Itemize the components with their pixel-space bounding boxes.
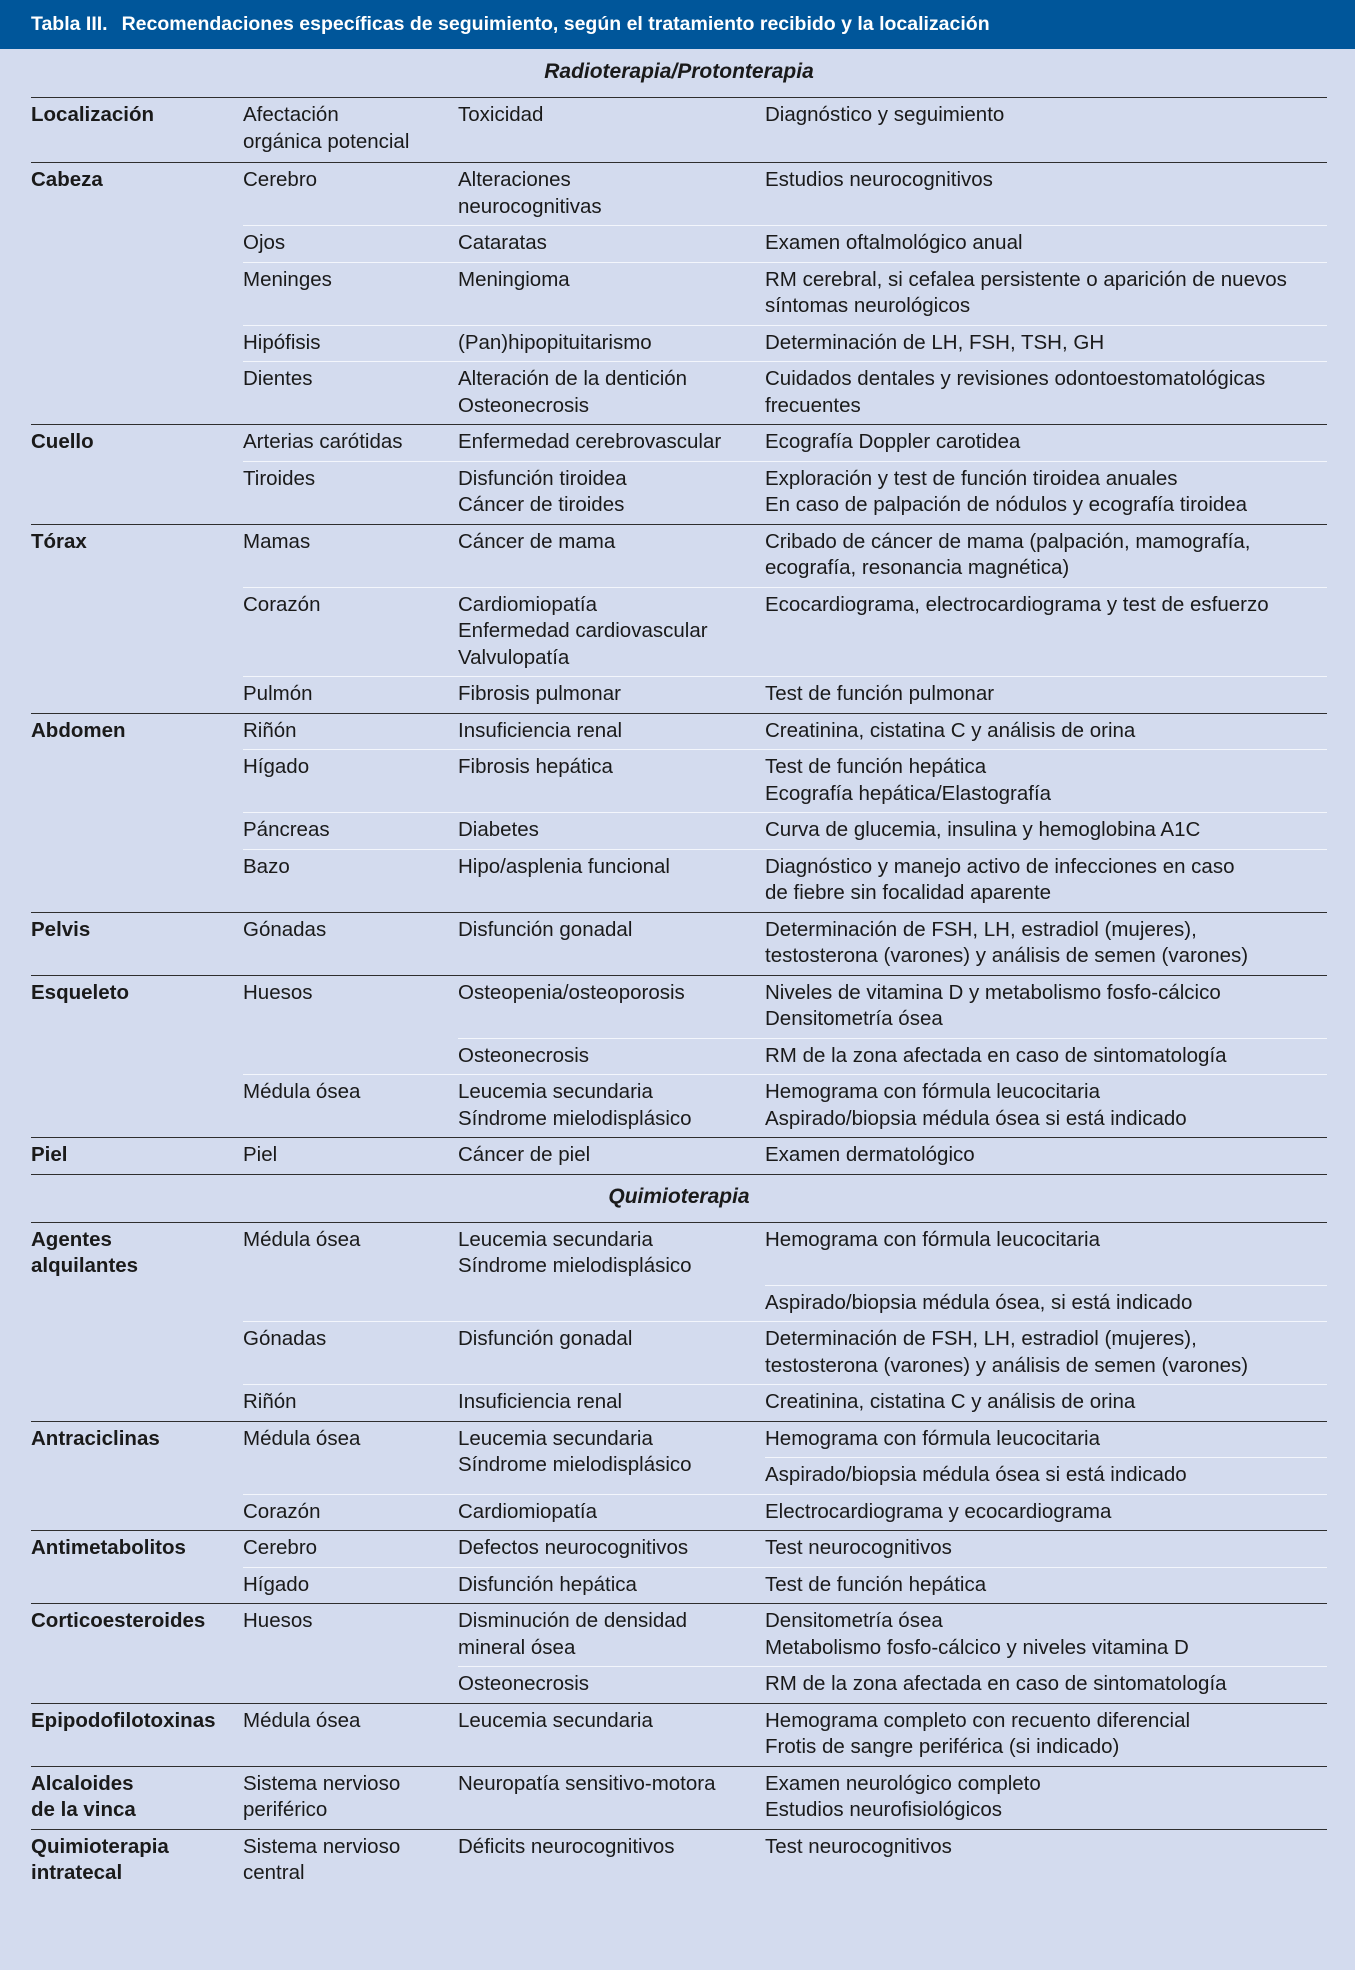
toxicity-cell: Diabetes (458, 818, 539, 841)
followup-cell: Niveles de vitamina D y metabolismo fosfo-cálcico Densitometría ósea (765, 980, 1221, 1030)
organ-cell: Tiroides (243, 466, 316, 490)
group-label: Cuello (31, 430, 94, 453)
followup-cell: Hemograma con fórmula leucocitaria (765, 1227, 1100, 1251)
group-label: Antraciclinas (31, 1426, 160, 1450)
organ-cell: Riñón (243, 718, 297, 742)
organ-cell: Páncreas (243, 818, 330, 841)
followup-cell: Ecografía Doppler carotidea (765, 430, 1021, 453)
toxicity-cell: Leucemia secundaria Síndrome mielodisplásico (458, 1227, 692, 1277)
row-divider (243, 225, 1327, 226)
organ-cell: Cerebro (243, 168, 318, 191)
group-label: Antimetabolitos (31, 1536, 186, 1559)
toxicity-cell: Defectos neurocognitivos (458, 1536, 689, 1559)
group-label: Esqueleto (31, 980, 129, 1004)
followup-cell: Test neurocognitivos (765, 1834, 952, 1858)
organ-cell: Gónadas (243, 917, 327, 941)
followup-cell: Examen dermatológico (765, 1143, 975, 1166)
toxicity-cell: Disfunción tiroidea Cáncer de tiroides (458, 466, 627, 516)
toxicity-cell: Osteonecrosis (458, 1672, 590, 1695)
row-divider (458, 1666, 1327, 1667)
organ-cell: Mamas (243, 529, 311, 553)
row-divider (243, 587, 1327, 588)
organ-cell: Bazo (243, 854, 290, 878)
group-label: Abdomen (31, 718, 126, 742)
toxicity-cell: Osteonecrosis (458, 1043, 590, 1067)
toxicity-cell: Cataratas (458, 231, 547, 254)
group-label: Quimioterapia intratecal (31, 1834, 169, 1884)
organ-cell: Riñón (243, 1390, 297, 1413)
followup-cell: Examen neurológico completo Estudios neurofisiológicos (765, 1771, 1041, 1821)
column-header-afectacion: Afectación orgánica potencial (243, 103, 410, 153)
followup-cell: Estudios neurocognitivos (765, 168, 993, 191)
followup-cell: Diagnóstico y manejo activo de infecciones en caso de fiebre sin focalidad aparente (765, 854, 1235, 904)
followup-cell: Hemograma con fórmula leucocitaria Aspirado/biopsia médula ósea si está indicado (765, 1080, 1187, 1130)
header-rule (31, 162, 1327, 163)
followup-cell: Examen oftalmológico anual (765, 231, 1023, 254)
organ-cell: Cerebro (243, 1536, 318, 1559)
group-label: Piel (31, 1143, 68, 1166)
followup-cell: Cribado de cáncer de mama (palpación, mamografía, ecografía, resonancia magnética) (765, 529, 1251, 579)
group-rule (31, 1603, 1327, 1604)
toxicity-cell: Cáncer de mama (458, 529, 616, 553)
group-rule (31, 1829, 1327, 1830)
group-label: Agentes alquilantes (31, 1227, 139, 1277)
followup-cell: Test de función pulmonar (765, 682, 995, 705)
group-rule (31, 1530, 1327, 1531)
group-rule (31, 524, 1327, 525)
toxicity-cell: Insuficiencia renal (458, 1390, 623, 1413)
row-divider (243, 1384, 1327, 1385)
row-divider (243, 361, 1327, 362)
toxicity-cell: Fibrosis pulmonar (458, 682, 621, 705)
followup-cell: Test de función hepática (765, 1572, 987, 1596)
organ-cell: Médula ósea (243, 1227, 361, 1251)
followup-cell: RM de la zona afectada en caso de sintomatología (765, 1043, 1227, 1067)
followup-cell: Determinación de FSH, LH, estradiol (mujeres), testosterona (varones) y análisis de semen (varones) (765, 917, 1249, 967)
group-label: Pelvis (31, 917, 91, 941)
group-rule (31, 912, 1327, 913)
toxicity-cell: Leucemia secundaria Síndrome mielodisplásico (458, 1080, 692, 1130)
toxicity-cell: Alteraciones neurocognitivas (458, 168, 602, 218)
row-divider (765, 1285, 1327, 1286)
toxicity-cell: Disfunción hepática (458, 1572, 637, 1596)
organ-cell: Huesos (243, 980, 313, 1004)
row-divider (243, 1074, 1327, 1075)
group-label: Tórax (31, 529, 87, 553)
toxicity-cell: Meningioma (458, 267, 570, 291)
organ-cell: Gónadas (243, 1327, 327, 1350)
followup-cell: Hemograma completo con recuento diferencial Frotis de sangre periférica (si indicado) (765, 1708, 1191, 1758)
toxicity-cell: Alteración de la dentición Osteonecrosis (458, 367, 688, 417)
organ-cell: Piel (243, 1143, 278, 1166)
toxicity-cell: Hipo/asplenia funcional (458, 854, 670, 878)
followup-cell: Ecocardiograma, electrocardiograma y test de esfuerzo (765, 592, 1269, 616)
toxicity-cell: Fibrosis hepática (458, 755, 613, 778)
followup-cell: Hemograma con fórmula leucocitaria (765, 1426, 1100, 1450)
followup-cell: Determinación de LH, FSH, TSH, GH (765, 330, 1105, 354)
toxicity-cell: Leucemia secundaria (458, 1708, 653, 1732)
followup-cell: Creatinina, cistatina C y análisis de orina (765, 718, 1136, 742)
group-rule (31, 1421, 1327, 1422)
row-divider (243, 1567, 1327, 1568)
toxicity-cell: Cardiomiopatía (458, 1499, 598, 1523)
group-label: Cabeza (31, 168, 103, 191)
toxicity-cell: (Pan)hipopituitarismo (458, 330, 652, 354)
organ-cell: Médula ósea (243, 1708, 361, 1732)
toxicity-cell: Insuficiencia renal (458, 718, 623, 742)
section-rule (31, 97, 1327, 98)
toxicity-cell: Leucemia secundaria Síndrome mielodisplásico (458, 1426, 692, 1476)
followup-cell: Electrocardiograma y ecocardiograma (765, 1499, 1112, 1523)
group-label: Alcaloides de la vinca (31, 1771, 136, 1821)
column-header-localizacion: Localización (31, 103, 155, 126)
followup-cell: Curva de glucemia, insulina y hemoglobina A1C (765, 818, 1201, 841)
followup-cell: Cuidados dentales y revisiones odontoestomatológicas frecuentes (765, 367, 1266, 417)
organ-cell: Dientes (243, 367, 313, 390)
organ-cell: Sistema nervioso periférico (243, 1771, 401, 1821)
followup-cell: Test neurocognitivos (765, 1536, 952, 1559)
group-rule (31, 713, 1327, 714)
group-rule (31, 424, 1327, 425)
section-title: Quimioterapia (608, 1184, 750, 1208)
organ-cell: Ojos (243, 231, 286, 254)
row-divider (243, 676, 1327, 677)
organ-cell: Médula ósea (243, 1426, 361, 1450)
table-title: Recomendaciones específicas de seguimiento, según el tratamiento recibido y la localización (121, 13, 990, 35)
toxicity-cell: Déficits neurocognitivos (458, 1834, 675, 1858)
toxicity-cell: Disminución de densidad mineral ósea (458, 1609, 688, 1659)
row-divider (243, 262, 1327, 263)
organ-cell: Hígado (243, 755, 310, 778)
organ-cell: Hígado (243, 1572, 310, 1596)
followup-cell: RM cerebral, si cefalea persistente o aparición de nuevos síntomas neurológicos (765, 267, 1287, 317)
organ-cell: Hipófisis (243, 330, 321, 354)
organ-cell: Sistema nervioso central (243, 1834, 401, 1884)
followup-cell: Determinación de FSH, LH, estradiol (mujeres), testosterona (varones) y análisis de semen (varones) (765, 1327, 1249, 1377)
group-label: Epipodofilotoxinas (31, 1708, 216, 1732)
row-divider (243, 812, 1327, 813)
organ-cell: Huesos (243, 1609, 313, 1632)
followup-cell: Creatinina, cistatina C y análisis de orina (765, 1390, 1136, 1413)
followup-cell: Test de función hepática Ecografía hepática/Elastografía (765, 755, 1052, 805)
followup-cell: RM de la zona afectada en caso de sintomatología (765, 1672, 1227, 1695)
followup-cell: Aspirado/biopsia médula ósea, si está indicado (765, 1290, 1193, 1314)
followup-cell: Exploración y test de función tiroidea anuales En caso de palpación de nódulos y ecografía tiroidea (765, 466, 1248, 516)
organ-cell: Pulmón (243, 682, 313, 705)
toxicity-cell: Neuropatía sensitivo-motora (458, 1771, 716, 1795)
group-rule (31, 1137, 1327, 1138)
organ-cell: Arterias carótidas (243, 430, 403, 453)
column-header-toxicidad: Toxicidad (458, 103, 544, 126)
followup-cell: Densitometría ósea Metabolismo fosfo-cálcico y niveles vitamina D (765, 1609, 1189, 1659)
row-divider (243, 325, 1327, 326)
organ-cell: Meninges (243, 267, 332, 291)
table-title-bar (0, 0, 1355, 49)
column-header-diagnostico: Diagnóstico y seguimiento (765, 103, 1005, 126)
row-divider (243, 1494, 1327, 1495)
row-divider (765, 1457, 1327, 1458)
section-title: Radioterapia/Protonterapia (544, 60, 814, 83)
section-rule (31, 1222, 1327, 1223)
group-rule (31, 1703, 1327, 1704)
table-number: Tabla III. (31, 13, 108, 35)
organ-cell: Corazón (243, 1499, 321, 1523)
toxicity-cell: Cardiomiopatía Enfermedad cardiovascular Valvulopatía (458, 592, 708, 669)
toxicity-cell: Enfermedad cerebrovascular (458, 430, 722, 453)
group-label: Corticoesteroides (31, 1609, 206, 1632)
group-rule (31, 975, 1327, 976)
toxicity-cell: Disfunción gonadal (458, 917, 633, 941)
group-rule (31, 1766, 1327, 1767)
toxicity-cell: Disfunción gonadal (458, 1327, 633, 1350)
toxicity-cell: Cáncer de piel (458, 1143, 591, 1166)
group-rule (31, 1174, 1327, 1175)
organ-cell: Corazón (243, 592, 321, 616)
organ-cell: Médula ósea (243, 1080, 361, 1103)
toxicity-cell: Osteopenia/osteoporosis (458, 980, 685, 1004)
row-divider (243, 849, 1327, 850)
row-divider (243, 749, 1327, 750)
row-divider (458, 1038, 1327, 1039)
row-divider (243, 461, 1327, 462)
row-divider (243, 1321, 1327, 1322)
followup-cell: Aspirado/biopsia médula ósea si está indicado (765, 1463, 1187, 1486)
